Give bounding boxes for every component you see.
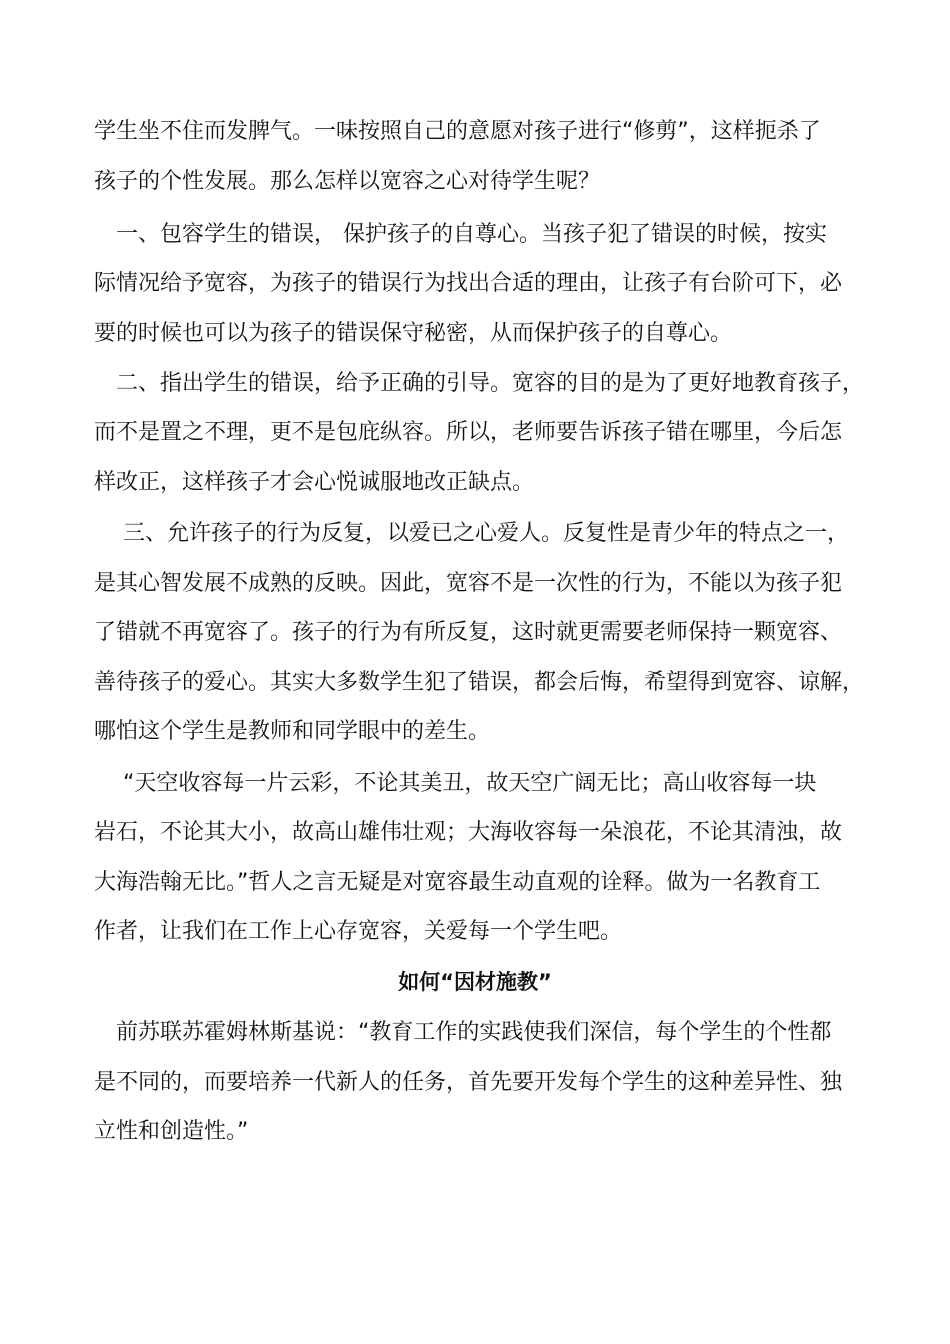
text-line: 大海浩翰无比。”哲人之言无疑是对宽容最生动直观的诠释。做为一名教育工 — [94, 870, 821, 895]
text-line: 是其心智发展不成熟的反映。因此，宽容不是一次性的行为，不能以为孩子犯 — [94, 571, 843, 596]
text-line: 孩子的个性发展。那么怎样以宽容之心对待学生呢？ — [94, 169, 601, 194]
text-line: 三、允许孩子的行为反复，以爱已之心爱人。反复性是青少年的特点之一， — [94, 521, 849, 546]
text-line: 哪怕这个学生是教师和同学眼中的差生。 — [94, 719, 491, 744]
text-line: 要的时候也可以为孩子的错误保守秘密，从而保护孩子的自尊心。 — [94, 321, 733, 346]
text-line: 际情况给予宽容，为孩子的错误行为找出合适的理由，让孩子有台阶可下，必 — [94, 271, 843, 296]
text-line: 了错就不再宽容了。孩子的行为有所反复，这时就更需要老师保持一颗宽容、 — [94, 620, 843, 645]
text-line: 作者，让我们在工作上心存宽容，关爱每一个学生吧。 — [94, 919, 623, 944]
text-line: 二、指出学生的错误，给予正确的引导。宽容的目的是为了更好地教育孩子， — [94, 371, 864, 396]
section-heading: 如何“因材施教” — [398, 970, 552, 994]
text-line: 而不是置之不理，更不是包庇纵容。所以，老师要告诉孩子错在哪里，今后怎 — [94, 420, 843, 445]
text-line: 一、包容学生的错误， 保护孩子的自尊心。当孩子犯了错误的时候，按实 — [94, 222, 827, 247]
text-line: 学生坐不住而发脾气。一味按照自己的意愿对孩子进行“修剪”，这样扼杀了 — [94, 119, 821, 144]
text-line: 立性和创造性。” — [94, 1119, 249, 1144]
text-line: 是不同的，而要培养一代新人的任务，首先要开发每个学生的这种差异性、独 — [94, 1070, 843, 1095]
text-line: 岩石，不论其大小，故高山雄伟壮观；大海收容每一朵浪花，不论其清浊，故 — [94, 820, 843, 845]
text-line: 前苏联苏霍姆林斯基说：“教育工作的实践使我们深信，每个学生的个性都 — [94, 1020, 832, 1045]
text-line: 善待孩子的爱心。其实大多数学生犯了错误，都会后悔，希望得到宽容、谅解， — [94, 670, 864, 695]
text-line: “天空收容每一片云彩，不论其美丑，故天空广阔无比；高山收容每一块 — [94, 771, 817, 796]
text-line: 样改正，这样孩子才会心悦诚服地改正缺点。 — [94, 470, 535, 495]
